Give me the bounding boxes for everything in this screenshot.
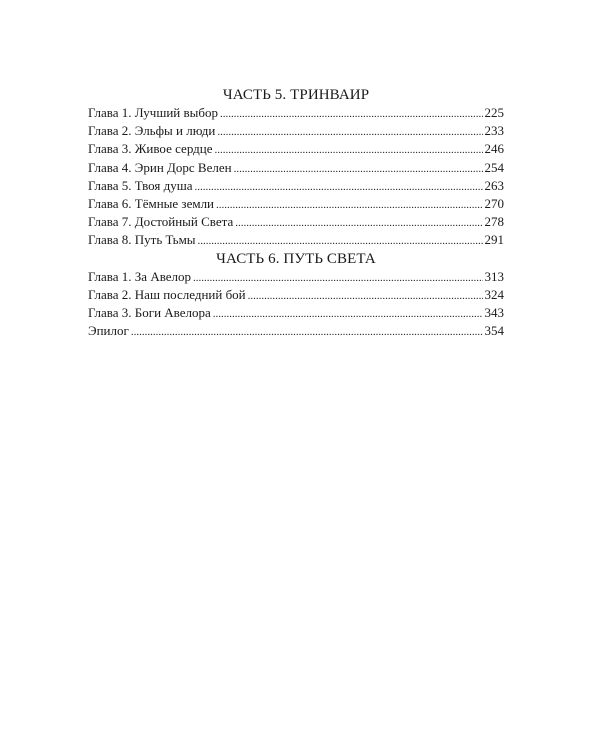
table-of-contents [88,86,504,340]
toc-entry [88,122,504,140]
chapter-title: Глава 5. Твоя душа [88,177,193,193]
toc-entry [88,231,504,249]
chapter-title: Глава 6. Тёмные земли [88,195,215,211]
epilogue-title: Эпилог [88,323,129,339]
page-number: 270 [484,195,504,211]
page-number: 246 [484,141,504,157]
toc-entry [88,213,504,231]
dot-leader [234,160,483,178]
page-number: 233 [484,123,504,139]
toc-entry [88,159,504,177]
page-number: 225 [484,105,504,120]
chapter-title: Глава 3. Боги Авелора [88,304,211,320]
toc-entry [88,104,504,122]
chapter-title: Глава 3. Живое сердце [88,141,213,157]
dot-leader [195,178,483,196]
dot-leader [213,305,483,323]
page-number: 343 [484,304,504,320]
toc-entry [88,140,504,158]
chapter-title: Глава 8. Путь Тьмы [88,232,196,248]
dot-leader [214,141,482,159]
page-number: 313 [484,268,504,284]
part-5-heading: ЧАСТЬ 5. ТРИНВАИР [222,87,370,103]
chapter-title: Глава 1. Лучший выбор [88,105,218,120]
chapter-title: Глава 7. Достойный Света [88,214,234,230]
toc-entry [88,286,504,304]
dot-leader [235,214,482,232]
toc-entry [88,268,504,286]
chapter-title: Глава 4. Эрин Дорс Велен [88,159,232,175]
toc-entry [88,304,504,322]
page-number: 263 [484,177,504,193]
part-6-heading: ЧАСТЬ 6. ПУТЬ СВЕТА [216,250,376,267]
page-number: 291 [484,232,504,248]
chapter-title: Глава 2. Наш последний бой [88,286,246,302]
dot-leader [131,323,483,341]
page-number: 278 [484,214,504,230]
page-number: 324 [484,286,504,302]
chapter-title: Глава 2. Эльфы и люди [88,123,216,139]
toc-entry [88,195,504,213]
dot-leader [198,232,483,250]
dot-leader [216,196,482,214]
page-number: 354 [484,323,504,339]
toc-entry [88,177,504,195]
dot-leader [248,287,483,305]
dot-leader [193,269,482,287]
dot-leader [220,105,483,123]
chapter-title: Глава 1. За Авелор [88,268,192,284]
dot-leader [217,123,482,141]
page-number: 254 [484,159,504,175]
toc-entry [88,322,504,340]
